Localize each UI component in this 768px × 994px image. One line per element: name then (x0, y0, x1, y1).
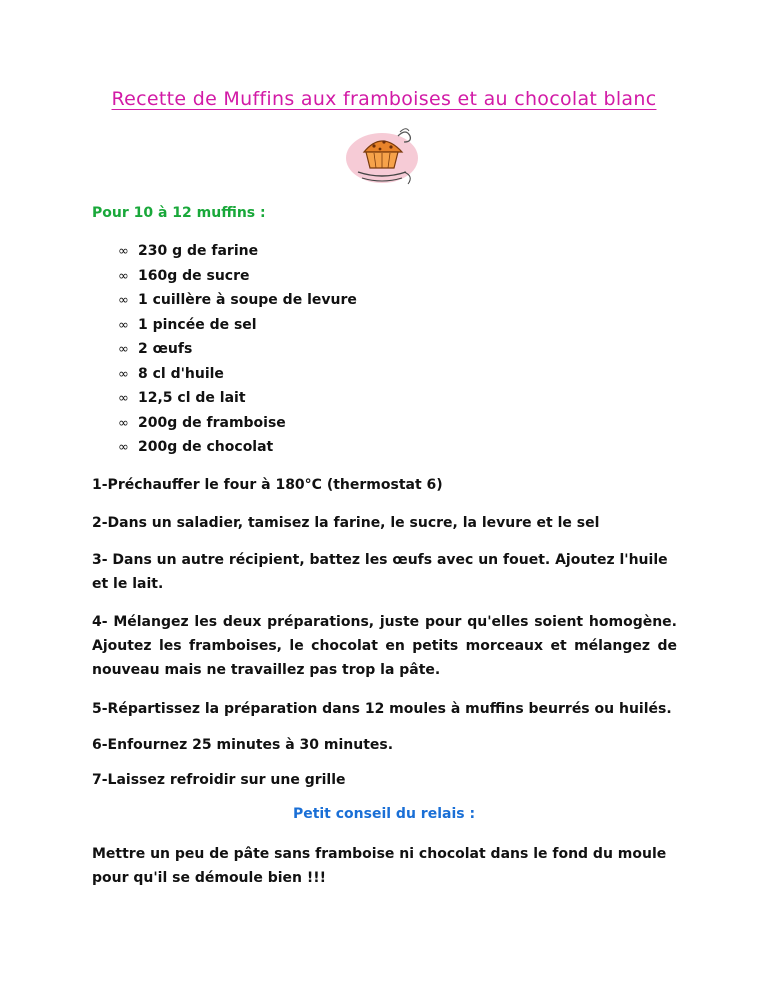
step-2: 2-Dans un saladier, tamisez la farine, le sucre, la levure et le sel (92, 515, 600, 531)
infinity-bullet-icon: ∞ (118, 293, 129, 308)
ingredient-label: 1 pincée de sel (138, 316, 257, 333)
ingredient-label: 2 œufs (138, 341, 193, 357)
infinity-bullet-icon: ∞ (118, 317, 129, 333)
muffin-icon (340, 122, 424, 192)
ingredient-label: 160g de sucre (138, 267, 250, 284)
ingredient-item (118, 239, 357, 264)
ingredient-list (118, 239, 357, 460)
ingredient-label: 200g de framboise (138, 414, 286, 431)
ingredient-item (118, 313, 357, 338)
ingredient-label: 8 cl d'huile (138, 365, 224, 382)
tip-heading: Petit conseil du relais : (292, 806, 476, 822)
infinity-bullet-icon: ∞ (118, 268, 129, 284)
ingredient-item (118, 337, 357, 362)
ingredient-item (118, 288, 357, 313)
infinity-bullet-icon: ∞ (118, 244, 129, 259)
step-1: 1-Préchauffer le four à 180°C (thermostat 6) (92, 477, 443, 493)
ingredient-item (118, 386, 357, 411)
infinity-bullet-icon: ∞ (118, 415, 129, 431)
step-7: 7-Laissez refroidir sur une grille (92, 772, 346, 788)
step-4: 4- Mélangez les deux préparations, juste pour qu'elles soient homogène. Ajoutez les framboises, le chocolat en petits morceaux et mélangez de nouveau mais ne travaillez pas trop la pâte. (92, 614, 677, 678)
tip-text: Mettre un peu de pâte sans framboise ni chocolat dans le fond du moule pour qu'il se démoule bien !!! (92, 846, 667, 886)
step-6: 6-Enfournez 25 minutes à 30 minutes. (92, 737, 394, 753)
infinity-bullet-icon: ∞ (118, 366, 129, 382)
servings-heading: Pour 10 à 12 muffins : (92, 205, 266, 221)
ingredient-label: 230 g de farine (138, 243, 259, 259)
infinity-bullet-icon: ∞ (118, 342, 129, 357)
ingredient-label: 200g de chocolat (138, 439, 274, 455)
ingredient-item (118, 411, 357, 436)
infinity-bullet-icon: ∞ (118, 440, 129, 455)
step-3: 3- Dans un autre récipient, battez les œufs avec un fouet. Ajoutez l'huile et le lait. (92, 552, 668, 592)
recipe-title: Recette de Muffins aux framboises et au chocolat blanc (111, 88, 657, 110)
ingredient-item (118, 435, 357, 460)
step-5: 5-Répartissez la préparation dans 12 moules à muffins beurrés ou huilés. (92, 701, 672, 717)
ingredient-label: 1 cuillère à soupe de levure (138, 292, 357, 308)
ingredient-label: 12,5 cl de lait (138, 390, 246, 406)
ingredient-item (118, 362, 357, 387)
infinity-bullet-icon: ∞ (118, 391, 129, 406)
ingredient-item (118, 264, 357, 289)
